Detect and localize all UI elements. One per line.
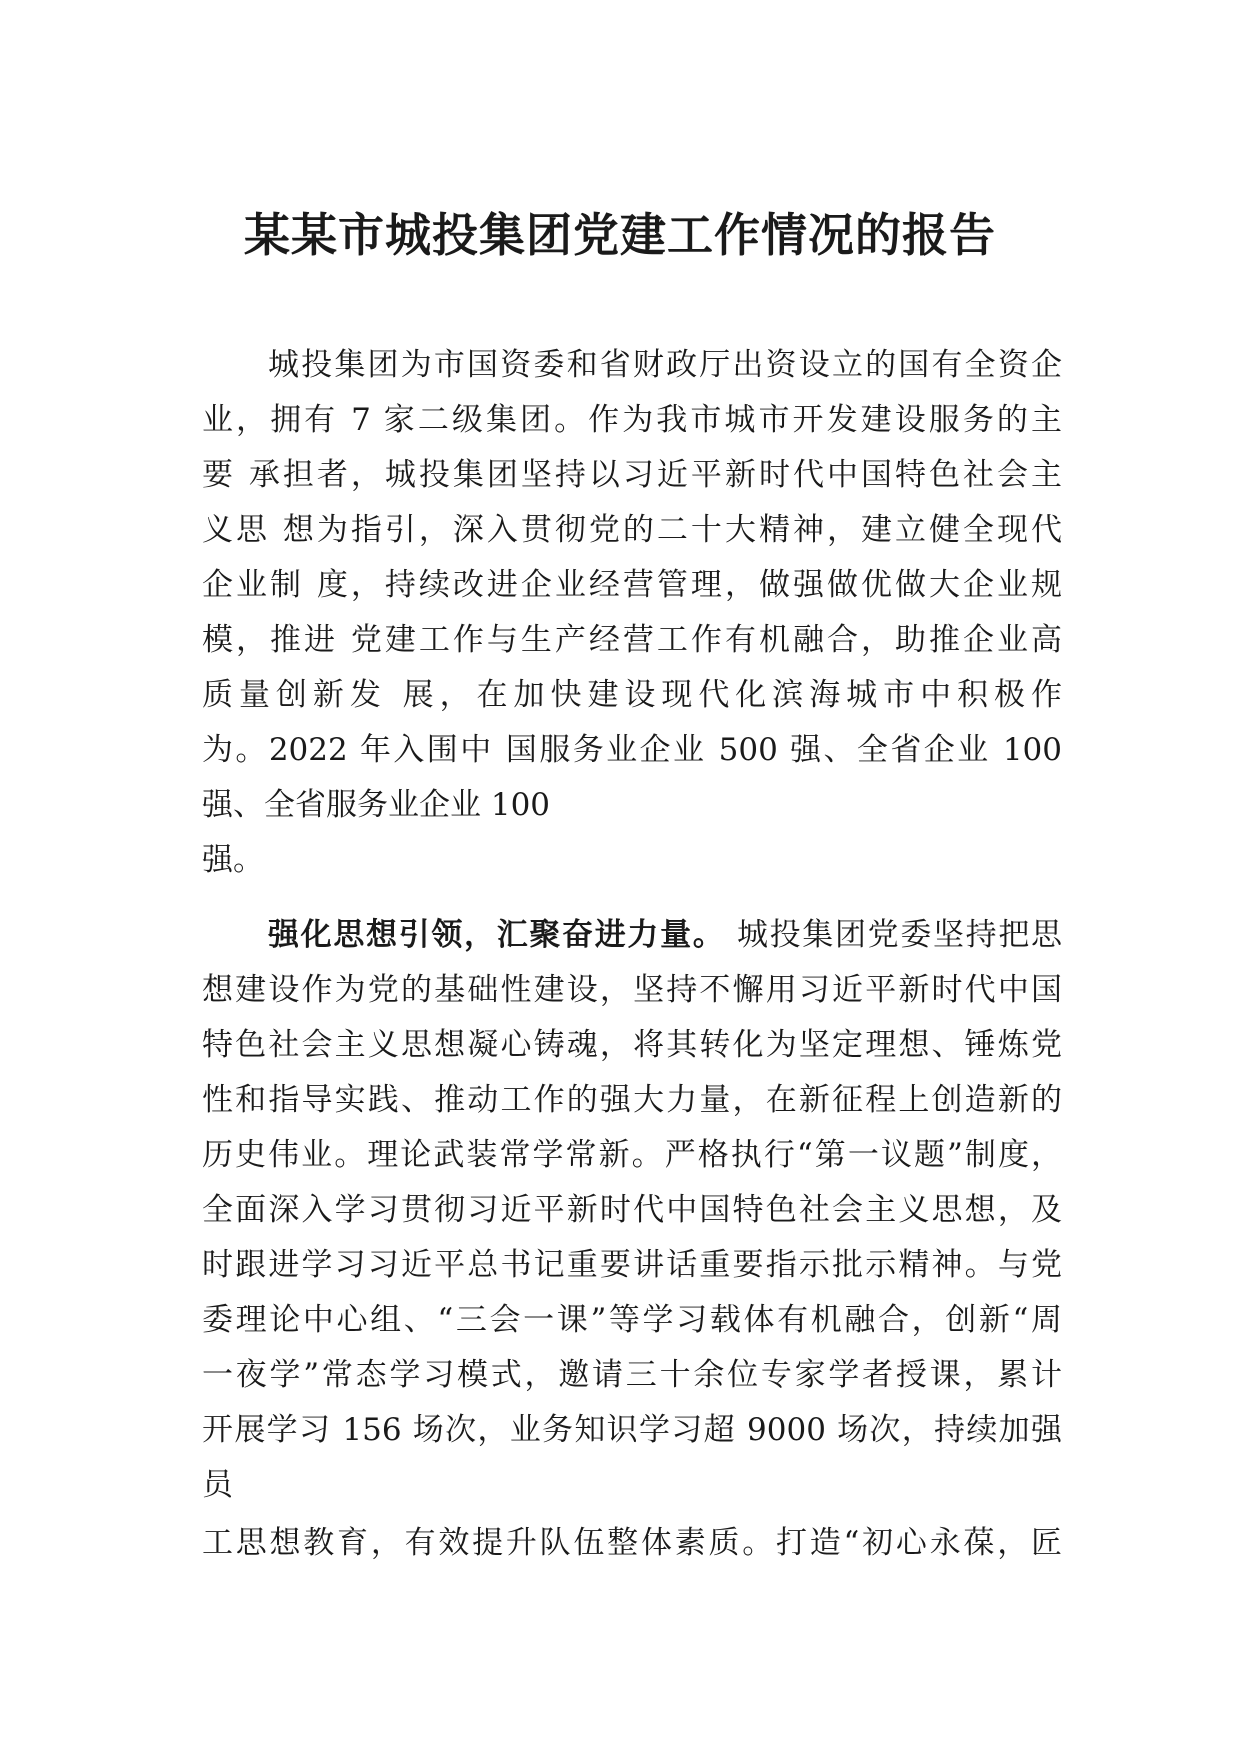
paragraph-2-line: 特色社会主义思想凝心铸魂，将其转化为坚定理想、锤炼党 bbox=[202, 1027, 1062, 1063]
paragraph-1-line: 要 承担者，城投集团坚持以习近平新时代中国特色社会主 bbox=[202, 457, 1062, 493]
paragraph-2-line: 委理论中心组、“三会一课”等学习载体有机融合，创新“周 bbox=[202, 1302, 1062, 1338]
paragraph-2-line: 开展学习 156 场次，业务知识学习超 9000 场次，持续加强 bbox=[202, 1412, 1062, 1448]
paragraph-2-line: 想建设作为党的基础性建设，坚持不懈用习近平新时代中国 bbox=[202, 972, 1062, 1008]
paragraph-1-line: 城投集团为市国资委和省财政厅出资设立的国有全资企 bbox=[268, 347, 1062, 383]
paragraph-1-line: 强。 bbox=[202, 842, 264, 878]
paragraph-1-line: 业，拥有 7 家二级集团。作为我市城市开发建设服务的主 bbox=[202, 402, 1062, 438]
paragraph-1-line: 义思 想为指引，深入贯彻党的二十大精神，建立健全现代 bbox=[202, 512, 1062, 548]
paragraph-1-line: 模，推进 党建工作与生产经营工作有机融合，助推企业高 bbox=[202, 622, 1062, 658]
paragraph-2-line: 历史伟业。理论武装常学常新。严格执行“第一议题”制度， bbox=[202, 1137, 1062, 1173]
paragraph-1-line: 企业制 度，持续改进企业经营管理，做强做优做大企业规 bbox=[202, 567, 1062, 603]
page-title: 某某市城投集团党建工作情况的报告 bbox=[244, 208, 996, 262]
paragraph-1-line: 为。2022 年入围中 国服务业企业 500 强、全省企业 100 bbox=[202, 732, 1062, 768]
paragraph-2-first-line bbox=[202, 910, 1062, 960]
paragraph-2-line: 员 bbox=[202, 1467, 233, 1503]
paragraph-2-line: 全面深入学习贯彻习近平新时代中国特色社会主义思想，及 bbox=[202, 1192, 1062, 1228]
paragraph-2-heading: 强化思想引领，汇聚奋进力量。 bbox=[268, 917, 726, 953]
paragraph-1-line: 强、全省服务业企业 100 bbox=[202, 787, 551, 823]
paragraph-2-line: 一夜学”常态学习模式，邀请三十余位专家学者授课，累计 bbox=[202, 1357, 1062, 1393]
paragraph-2-line: 工思想教育，有效提升队伍整体素质。打造“初心永葆，匠 bbox=[202, 1525, 1062, 1561]
paragraph-1-line: 质量创新发 展，在加快建设现代化滨海城市中积极作 bbox=[202, 677, 1062, 713]
paragraph-2-first-line-text: 城投集团党委坚持把思 bbox=[736, 917, 1063, 953]
paragraph-2-line: 性和指导实践、推动工作的强大力量，在新征程上创造新的 bbox=[202, 1082, 1062, 1118]
paragraph-2-line: 时跟进学习习近平总书记重要讲话重要指示批示精神。与党 bbox=[202, 1247, 1062, 1283]
